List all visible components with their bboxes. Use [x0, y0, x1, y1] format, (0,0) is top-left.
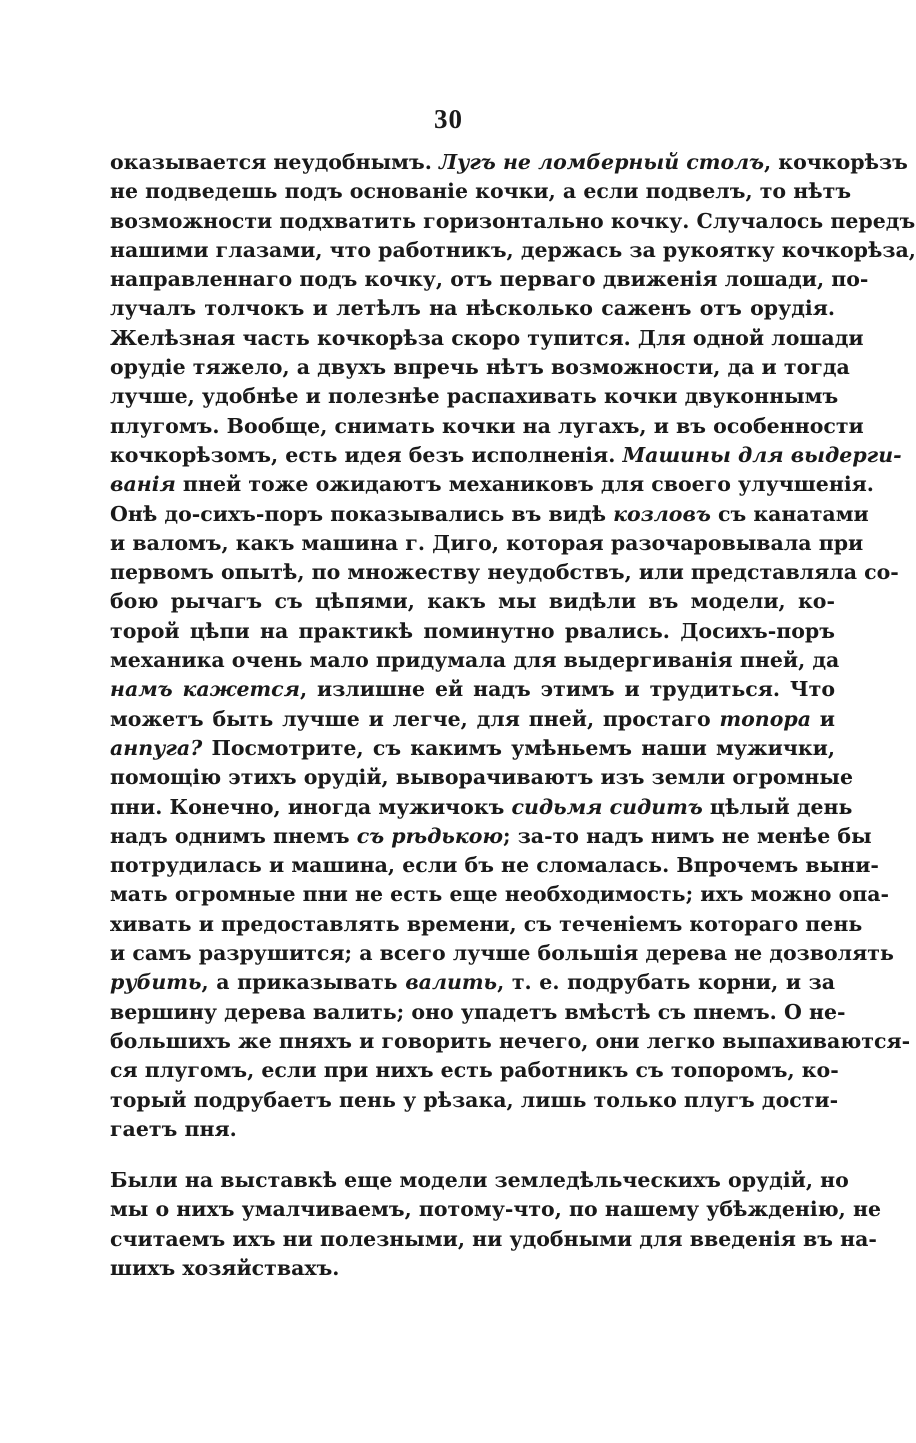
text-line: [110, 910, 863, 939]
text-run: можетъ быть лучше и легче, для пней, простаго: [110, 706, 720, 731]
text-run: первомъ опытѣ, по множеству неудобствъ, или представляла со-: [110, 560, 899, 585]
italic-text: анпуга?: [110, 735, 203, 760]
text-run: цѣлый день: [702, 794, 853, 819]
text-run: Посмотрите, съ какимъ умѣньемъ наши мужички,: [202, 735, 835, 760]
text-line: [110, 324, 864, 353]
text-line: [110, 500, 869, 529]
text-run: , кочкорѣзъ: [764, 150, 908, 174]
text-run: кочкорѣзомъ, есть идея безъ исполненія.: [110, 442, 623, 467]
italic-text: Лугъ не ломберный столъ: [438, 150, 765, 174]
text-run: ся плугомъ, если при нихъ есть работникъ съ топоромъ, ко-: [110, 1058, 839, 1083]
text-line: [110, 207, 916, 236]
text-run: лучалъ толчокъ и летѣлъ на нѣсколько саженъ отъ орудія.: [110, 296, 835, 321]
text-line: [110, 294, 835, 323]
text-run: нашими глазами, что работникъ, держась за рукоятку кочкорѣза,: [110, 237, 916, 262]
text-run: и валомъ, какъ машина г. Диго, которая разочаровывала при: [110, 530, 864, 555]
italic-text: рубить: [110, 970, 202, 995]
text-line: [110, 793, 853, 822]
text-line: [110, 617, 835, 646]
text-line: [110, 470, 874, 499]
text-line: [110, 529, 864, 558]
text-run: ; за-то надъ нимъ не менѣе бы: [503, 823, 872, 848]
text-run: торой цѣпи на практикѣ поминутно рвались. Досихъ-поръ: [110, 618, 835, 643]
text-line: [110, 177, 852, 206]
italic-text: намъ кажется: [110, 677, 300, 702]
text-line: [110, 441, 902, 470]
text-run: надъ однимъ пнемъ: [110, 823, 357, 848]
text-line: [110, 1056, 839, 1085]
text-run: направленнаго подъ кочку, отъ перваго движенія лошади, по-: [110, 267, 869, 292]
text-run: Желѣзная часть кочкорѣза скоро тупится. Для одной лошади: [110, 325, 864, 350]
text-line: [110, 734, 835, 763]
text-run: считаемъ ихъ ни полезными, ни удобными для введенія въ на-: [110, 1226, 877, 1251]
text-line: [110, 587, 835, 616]
text-run: потрудилась и машина, если бъ не сломалась. Впрочемъ выни-: [110, 853, 879, 878]
text-line: [110, 968, 835, 997]
text-line: [110, 851, 879, 880]
text-run: Были на выставкѣ еще модели земледѣльческихъ орудій, но: [110, 1168, 849, 1192]
italic-text: ванія: [110, 472, 176, 497]
text-line: [110, 236, 916, 265]
text-line: [110, 1225, 877, 1254]
text-run: съ канатами: [710, 501, 869, 526]
text-line: [110, 1195, 881, 1224]
text-line: [110, 822, 872, 851]
text-line: [110, 1115, 835, 1144]
text-run: пни. Конечно, иногда мужичокъ: [110, 794, 512, 819]
text-line: [110, 939, 894, 968]
text-line: [110, 382, 839, 411]
text-line: [110, 1027, 911, 1056]
text-run: хивать и предоставлять времени, съ теченіемъ котораго пень: [110, 911, 863, 936]
text-line: [110, 558, 899, 587]
text-line: [110, 353, 850, 382]
text-run: и самъ разрушится; а всего лучше большія дерева не дозволять: [110, 941, 894, 966]
text-run: вершину дерева валить; оно упадетъ вмѣстѣ съ пнемъ. О не-: [110, 999, 846, 1024]
text-run: помощію этихъ орудій, выворачиваютъ изъ земли огромные: [110, 765, 853, 790]
italic-text: сидьмя сидитъ: [511, 794, 703, 819]
text-line: [110, 763, 853, 792]
text-line: [110, 705, 835, 734]
text-run: механика очень мало придумала для выдергиванія пней, да: [110, 648, 840, 673]
text-line: [110, 148, 908, 177]
text-run: плугомъ. Вообще, снимать кочки на лугахъ, и въ особенности: [110, 413, 864, 438]
text-run: мы о нихъ умалчиваемъ, потому-что, по нашему убѣжденію, не: [110, 1197, 881, 1222]
text-line: [110, 1254, 835, 1283]
page-number: 30: [434, 104, 463, 134]
text-line: [110, 675, 835, 704]
text-run: не подведешь подъ основаніе кочки, а если подвелъ, то нѣтъ: [110, 179, 852, 204]
text-line: [110, 646, 840, 675]
text-run: , излишне ей надъ этимъ и трудиться. Что: [299, 677, 835, 702]
text-run: возможности подхватить горизонтально кочку. Случалось передъ: [110, 208, 916, 233]
italic-text: козловъ: [613, 501, 711, 526]
text-run: бою рычагъ съ цѣпями, какъ мы видѣли въ модели, ко-: [110, 589, 835, 614]
text-line: [110, 1086, 839, 1115]
text-line: [110, 880, 890, 909]
italic-text: валить: [405, 970, 498, 995]
text-run: , а приказывать: [201, 970, 406, 995]
text-run: торый подрубаетъ пень у рѣзака, лишь только плугъ дости-: [110, 1087, 839, 1112]
text-run: , т. е. подрубать корни, и за: [497, 970, 835, 995]
text-run: оказывается неудобнымъ.: [110, 150, 439, 174]
italic-text: Машины для выдерги-: [622, 442, 902, 467]
text-run: и: [811, 706, 836, 731]
text-run: мать огромные пни не есть еще необходимость; ихъ можно опа-: [110, 882, 890, 907]
text-run: лучше, удобнѣе и полезнѣе распахивать кочки двуконнымъ: [110, 384, 839, 409]
text-line: [110, 265, 869, 294]
text-run: Онѣ до-сихъ-поръ показывались въ видѣ: [110, 501, 614, 526]
text-line: [110, 998, 846, 1027]
italic-text: топора: [719, 706, 811, 731]
paragraph-2: [110, 1166, 881, 1283]
text-run: орудіе тяжело, а двухъ впречь нѣтъ возможности, да и тогда: [110, 355, 850, 380]
text-run: пней тоже ожидаютъ механиковъ для своего улучшенія.: [175, 472, 874, 497]
text-run: гаетъ пня.: [110, 1116, 237, 1141]
paragraph-1: [110, 148, 916, 1144]
text-line: [110, 412, 864, 441]
text-run: большихъ же пняхъ и говорить нечего, они легко выпахиваются-: [110, 1028, 911, 1053]
text-line: [110, 1166, 849, 1195]
italic-text: съ рѣдькою: [356, 823, 503, 848]
text-run: шихъ хозяйствахъ.: [110, 1255, 340, 1280]
